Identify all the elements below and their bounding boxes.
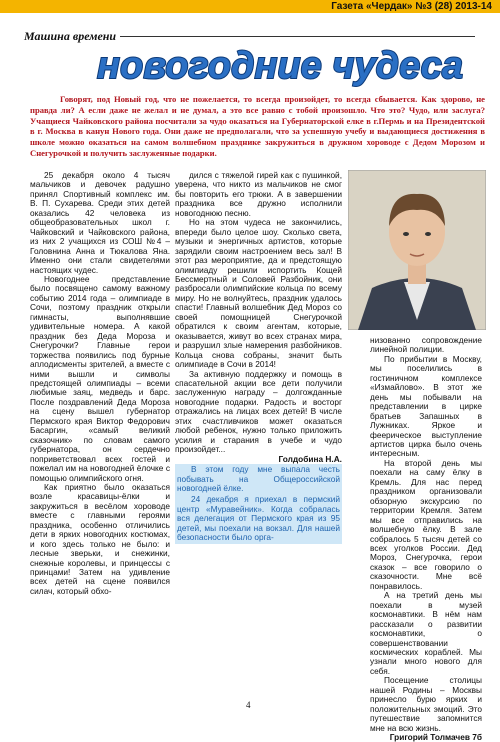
paragraph: А на третий день мы поехали в музей космонавтики. В нём нам рассказали о развитии космонавтики, о совершенствовании космических кораблей. Мы узнали много нового для себя.: [370, 590, 482, 676]
paragraph: По прибытии в Москву, мы поселились в гостиничном комплексе «Измайлово». В этот же день мы побывали на представлении в цирке братьев Запашных в Лужниках. Яркое и феерическое выступление артистов цирка было очень интересным.: [370, 353, 482, 459]
page-number: 4: [246, 700, 251, 710]
paragraph: На второй день мы поехали на саму ёлку в Кремль. Для нас перед праздником организовали обзорную экскурсию по территории Кремля. Затем мы все отправились на волшебную ёлку. В зале собралось 5 тысяч детей со всех уголков России. Дед Мороз, Снегурочка, герои сказок – все говорило о сказочности. Мне всё понравилось.: [370, 457, 482, 591]
column-2: [175, 171, 342, 544]
article-title: [80, 42, 480, 90]
student-photo: [348, 170, 486, 330]
highlight-block: 24 декабря я приехал в пермский центр «Муравейник». Когда собралась вся делегация от Пермского края из 95 детей, мы поехали на вокзал. Для нашей безопасности было орга-: [177, 494, 340, 543]
title-text: новогодние чудеса: [97, 45, 463, 87]
paragraph: Новогоднее представление было посвящено самому важному событию 2014 года – олимпиаде в Сочи, поэтому праздник открыли гимнасты, выполнявшие удивительные номера. А какой праздник без Деда Мороза и Снегурочки? Главные герои торжества появились под бурные аплодисменты зрителей, а вместе с ними вышли и символы предстоящей олимпиады – всеми любимые заяц, медведь и барс. После поздравлений Деда Мороза на сцену вышел губернатор Пермского края Виктор Федорович Басаргин, «самый великий сказочник» по словам самого губернатора, он сердечно поприветствовал всех гостей и пожелал им на новогодней ёлочке с помощью олимпийского огня.: [30, 273, 170, 483]
paragraph: дился с тяжелой гирей как с пушинкой, уверена, что никто из мальчиков не смог бы повторить его трюки. А в завершении праздника все дружно исполнили новогоднюю песню.: [175, 170, 342, 218]
paragraph: 25 декабря около 4 тысяч мальчиков и девочек радушно принял Спортивный комплекс им. В. П. Сухарева. Среди этих детей оказались 42 человека из общеобразовательных школ г. Чайковский и Чайковского района, из них 2 учащихся из СОШ №4 – Головнина Анна и Тюкалова Яна. Именно они стали свидетелями настоящих чудес.: [30, 170, 170, 275]
paragraph: Но на этом чудеса не закончились, впереди было целое шоу. Сколько света, музыки и энергичных артистов, которые зарядили своим настроением весь зал! В этот раз мероприятие, да и предстоящую олимпиаду решили испортить Кощей Бессмертный и Соловей Разбойник, они разбросали олимпийские кольца по всему миру. Но не волнуйтесь, праздник удалось спасти! Главный волшебник Дед Мороз со своей помощницей Снегурочкой обратился к своим агентам, которые, оказывается, живут во всех странах мира, и разрушил злые намерения разбойников. Кольца снова собраны, значит быть олимпиаде в Сочи в 2014!: [175, 217, 342, 370]
highlight-block: В этом году мне выпала честь побывать на Общероссийской новогодней ёлке.: [177, 464, 340, 493]
column-3: [370, 336, 482, 742]
author-signature: Григорий Толмачев 7б: [389, 732, 482, 742]
paragraph: Посещение столицы нашей Родины – Москвы принесло бурю ярких и положительных эмоций. Это путешествие запомнится мне на всю жизнь.: [370, 675, 482, 733]
header-bar: [0, 0, 500, 13]
paragraph: Как приятно было оказаться возле красавицы-ёлки и закружиться в весёлом хороводе вместе с главными героями праздника, особенно отличились дети в ярких новогодних костюмах, и кого здесь только не было: и лесные зверьки, и снежинки, снежные королевы, и принцессы с принцами! Затем на удивление всех детей на сцене появился силач, который обхо-: [30, 481, 170, 596]
section-title: Машина времени: [24, 29, 117, 43]
paragraph: низованно сопровождение линейной полиции.: [370, 335, 482, 355]
author-signature: Голдобина Н.А.: [278, 453, 342, 464]
lead-paragraph: Говорят, под Новый год, что не пожелается, то всегда произойдет, то всегда сбывается. Как здорово, не правда ли? А если даже не желал и не думал, а это все равно с тобой произошло. Что это? Чудо, или заслуга? Учащиеся Чайковского района посчитали за чудо оказаться на Губернаторской елке в г.Пермь и на Президентской в г. Москва в канун Нового года. Они даже не предполагали, что за успешную учебу и выдающиеся достижения в школе можно оказаться на самом волшебном празднике закружиться в дружном хороводе с Дедом Морозом и Снегурочкой и получить заслуженные подарки.: [30, 94, 485, 158]
column-1: [30, 171, 170, 596]
paragraph: За активную поддержку и помощь в спасательной акции все дети получили заслуженную награду – долгожданные новогодние подарки. Радость и восторг отражались на лицах всех детей! В числе этих счастливчиков может оказаться любой ребенок, нужно только приложить усилия и старания в учебе и чудо произойдет...: [175, 368, 342, 455]
section-divider: [120, 36, 475, 37]
newspaper-title: Газета «Чердак» №3 (28) 2013-14: [331, 1, 492, 12]
